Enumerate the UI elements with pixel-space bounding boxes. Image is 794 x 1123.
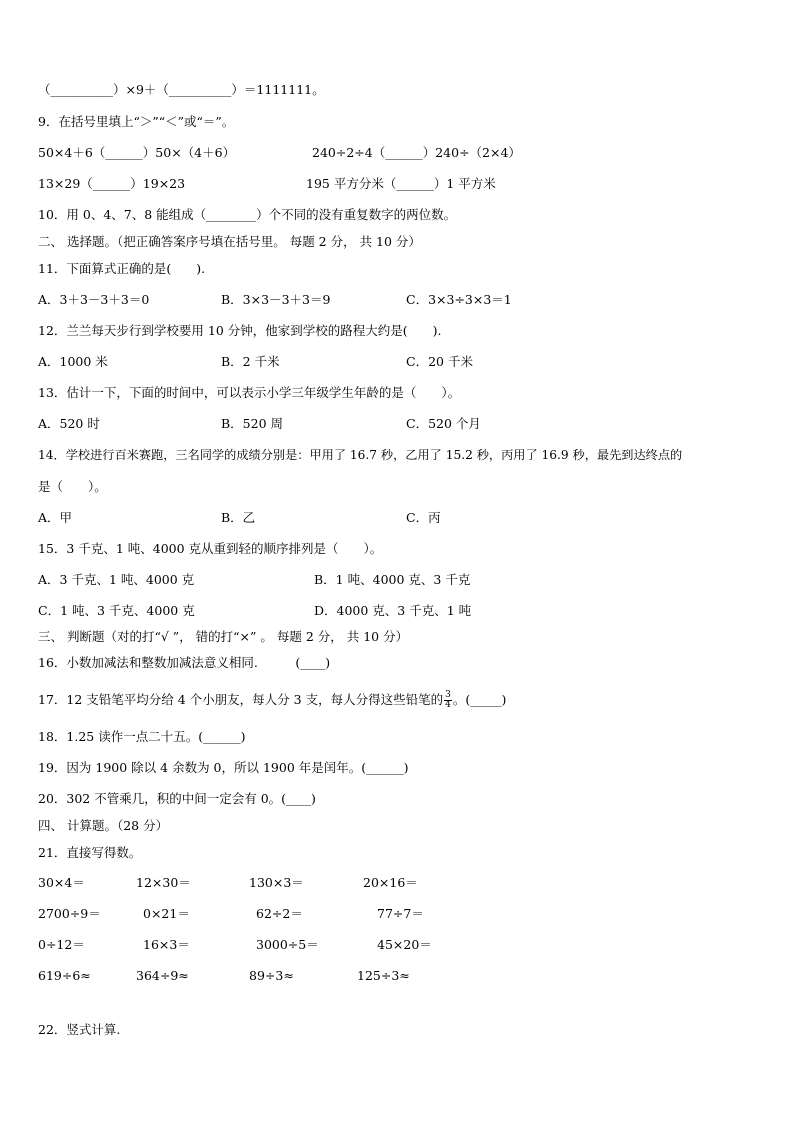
- q21-calc-item: 30×4＝: [38, 875, 85, 890]
- q21-calc-item: 16×3＝: [143, 937, 190, 952]
- q9-row2-left: 13×29（______）19×23: [38, 176, 186, 191]
- q11-stem: 11．下面算式正确的是( ).: [38, 261, 206, 276]
- q16: 16．小数加减法和整数加减法意义相同. (____): [38, 655, 331, 670]
- fraction-denominator: 4: [445, 700, 451, 710]
- q15-stem: 15．3 千克、1 吨、4000 克从重到轻的顺序排列是（ ）。: [38, 541, 383, 556]
- q13-option-b: B．520 周: [221, 416, 284, 431]
- q21-calc-item: 20×16＝: [363, 875, 418, 890]
- q14-stem-continued: 是（ ）。: [38, 479, 107, 494]
- q21-calc-item: 125÷3≈: [357, 968, 410, 983]
- q9-row2-right: 195 平方分米（______）1 平方米: [306, 176, 496, 191]
- q13-option-a: A．520 时: [38, 416, 100, 431]
- q21-calc-item: 0÷12＝: [38, 937, 85, 952]
- q17-answer-blank: 。(_____): [452, 692, 507, 707]
- q11-option-a: A．3＋3－3＋3＝0: [38, 292, 150, 307]
- q9-stem: 9．在括号里填上“＞”“＜”或“＝”。: [38, 114, 235, 129]
- fraction-numerator: 3: [445, 690, 451, 700]
- q15-option-d: D．4000 克、3 千克、1 吨: [314, 603, 472, 618]
- q14-option-a: A．甲: [38, 510, 73, 525]
- q21-calc-item: 45×20＝: [377, 937, 432, 952]
- q17: [38, 691, 506, 710]
- q9-row1-left: 50×4＋6（______）50×（4＋6）: [38, 145, 236, 160]
- q15-option-a: A．3 千克、1 吨、4000 克: [38, 572, 195, 587]
- q12-option-a: A．1000 米: [38, 354, 108, 369]
- q13-stem: 13．估计一下，下面的时间中，可以表示小学三年级学生年龄的是（ ）。: [38, 385, 461, 400]
- q15-option-b: B．1 吨、4000 克、3 千克: [314, 572, 471, 587]
- q11-option-c: C．3×3÷3×3＝1: [406, 292, 512, 307]
- q21-calc-item: 619÷6≈: [38, 968, 91, 983]
- q12-option-c: C．20 千米: [406, 354, 473, 369]
- q21-calc-item: 89÷3≈: [249, 968, 294, 983]
- q22-stem: 22．竖式计算.: [38, 1022, 121, 1037]
- q20: 20．302 不管乘几，积的中间一定会有 0。(____): [38, 791, 316, 806]
- q14-stem: 14．学校进行百米赛跑，三名同学的成绩分别是：甲用了 16.7 秒，乙用了 15.2 秒，丙用了 16.9 秒，最先到达终点的: [38, 448, 683, 462]
- q11-option-b: B．3×3－3＋3＝9: [221, 292, 331, 307]
- q8-tail: （__________）×9＋（__________）＝1111111。: [38, 82, 325, 97]
- q14-option-c: C．丙: [406, 510, 441, 525]
- q21-calc-item: 2700÷9＝: [38, 906, 101, 921]
- q21-calc-item: 12×30＝: [136, 875, 191, 890]
- section3-heading: 三、 判断题（对的打“√ ”， 错的打“×” 。 每题 2 分， 共 10 分）: [38, 629, 409, 644]
- q21-calc-item: 130×3＝: [249, 875, 304, 890]
- q21-stem: 21．直接写得数。: [38, 845, 142, 860]
- q18: 18．1.25 读作一点二十五。(______): [38, 729, 246, 744]
- section2-heading: 二、 选择题。（把正确答案序号填在括号里。 每题 2 分， 共 10 分）: [38, 234, 421, 249]
- q21-calc-item: 77÷7＝: [377, 906, 424, 921]
- q14-option-b: B．乙: [221, 510, 256, 525]
- q19: 19．因为 1900 除以 4 余数为 0，所以 1900 年是闰年。(______): [38, 760, 409, 775]
- q13-option-c: C．520 个月: [406, 416, 481, 431]
- q17-text: 17．12 支铅笔平均分给 4 个小朋友，每人分 3 支，每人分得这些铅笔的: [38, 692, 444, 707]
- q12-stem: 12．兰兰每天步行到学校要用 10 分钟，他家到学校的路程大约是( ).: [38, 323, 442, 338]
- q21-calc-item: 3000÷5＝: [256, 937, 319, 952]
- section4-heading: 四、 计算题。（28 分）: [38, 818, 169, 833]
- q21-calc-item: 62÷2＝: [256, 906, 303, 921]
- q15-option-c: C．1 吨、3 千克、4000 克: [38, 603, 195, 618]
- fraction-three-quarters: [444, 691, 452, 710]
- q21-calc-item: 0×21＝: [143, 906, 190, 921]
- q12-option-b: B．2 千米: [221, 354, 280, 369]
- q9-row1-right: 240÷2÷4（______）240÷（2×4）: [312, 145, 521, 160]
- q10: 10．用 0、4、7、8 能组成（________）个不同的没有重复数字的两位数。: [38, 207, 457, 222]
- q21-calc-item: 364÷9≈: [136, 968, 189, 983]
